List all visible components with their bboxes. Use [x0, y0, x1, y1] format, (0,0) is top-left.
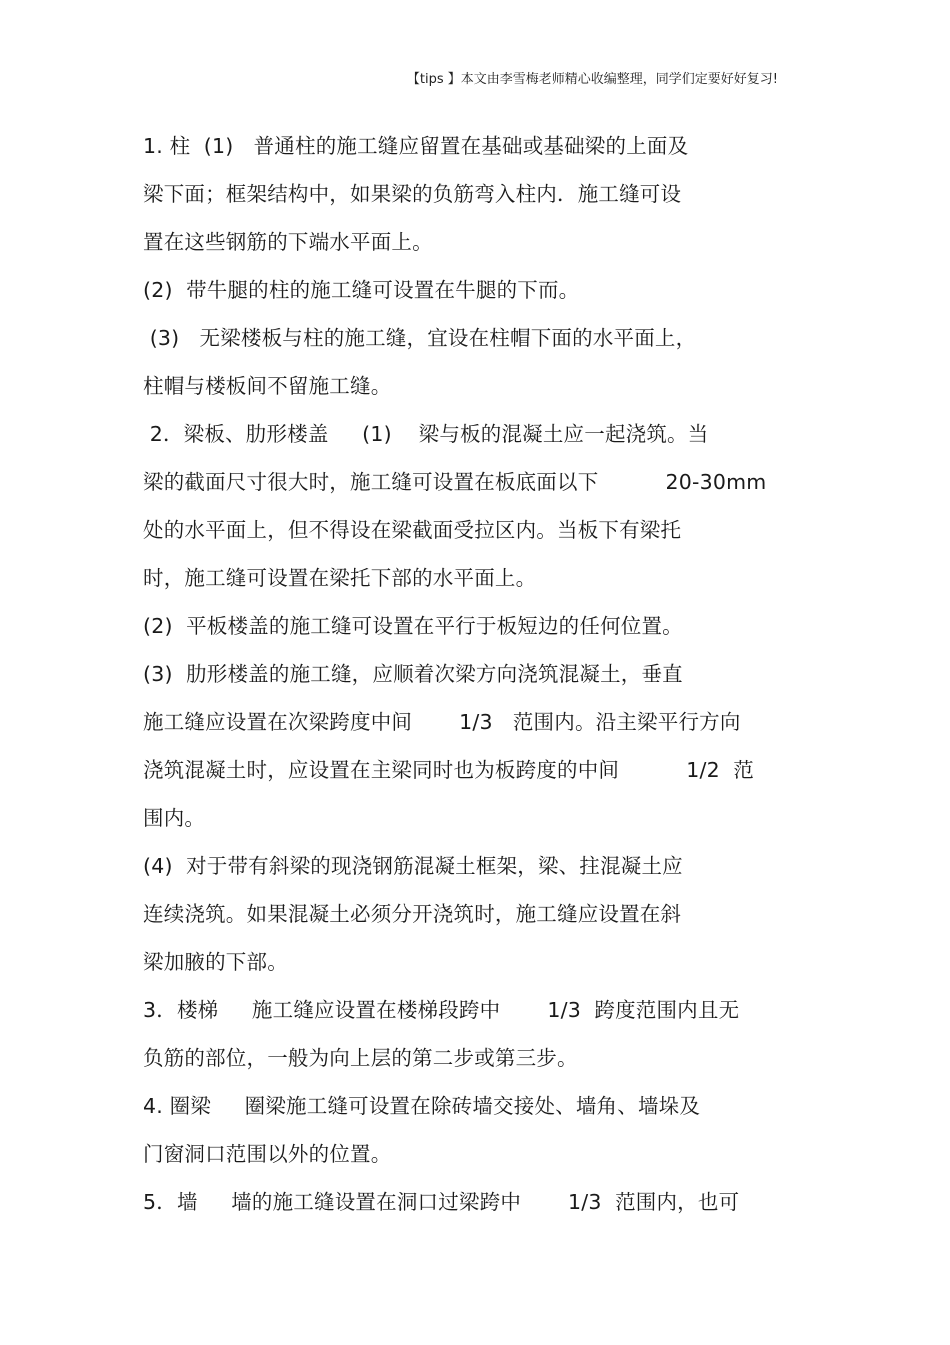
- text-line: 负筋的部位，一般为向上层的第二步或第三步。: [143, 1046, 578, 1070]
- text-line: 柱帽与楼板间不留施工缝。: [143, 374, 392, 398]
- text-line: 处的水平面上，但不得设在梁截面受拉区内。当板下有梁托: [143, 518, 682, 542]
- text-line: (3) 无梁楼板与柱的施工缝，宜设在柱帽下面的水平面上，: [143, 326, 697, 350]
- document-body: [143, 126, 823, 1230]
- text-line: (4) 对于带有斜梁的现浇钢筋混凝土框架，梁、拄混凝土应: [143, 854, 683, 878]
- text-line: 5．墙 墙的施工缝设置在洞口过梁跨中 1/3 范围内，也可: [143, 1190, 740, 1214]
- header-tips: 【tips 】本文由李雪梅老师精心收编整理，同学们定要好好复习!: [406, 72, 778, 87]
- text-line: 梁下面；框架结构中，如果梁的负筋弯入柱内．施工缝可设: [143, 182, 682, 206]
- text-line: 时，施工缝可设置在梁托下部的水平面上。: [143, 566, 537, 590]
- text-line: (2) 平板楼盖的施工缝可设置在平行于板短边的任何位置。: [143, 614, 683, 638]
- text-line: 1. 柱 (1) 普通柱的施工缝应留置在基础或基础梁的上面及: [143, 134, 689, 158]
- text-line: 施工缝应设置在次梁跨度中间 1/3 范围内。沿主梁平行方向: [143, 710, 741, 734]
- text-line: 门窗洞口范围以外的位置。: [143, 1142, 392, 1166]
- text-line: (3) 肋形楼盖的施工缝，应顺着次梁方向浇筑混凝土，垂直: [143, 662, 683, 686]
- text-line: 浇筑混凝土时，应设置在主梁同时也为板跨度的中间 1/2 范: [143, 758, 754, 782]
- text-line: 置在这些钢筋的下端水平面上。: [143, 230, 433, 254]
- text-line: (2) 带牛腿的柱的施工缝可设置在牛腿的下而。: [143, 278, 580, 302]
- text-line: 围内。: [143, 806, 206, 830]
- text-line: 3．楼梯 施工缝应设置在楼梯段跨中 1/3 跨度范围内且无: [143, 998, 740, 1022]
- text-line: 4. 圈梁 圈梁施工缝可设置在除砖墙交接处、墙角、墙垛及: [143, 1094, 701, 1118]
- text-line: 梁的截面尺寸很大时，施工缝可设置在板底面以下 20-30mm: [143, 470, 767, 494]
- text-line: 连续浇筑。如果混凝土必须分开浇筑时，施工缝应设置在斜: [143, 902, 682, 926]
- text-line: 2．梁板、肋形楼盖 (1) 梁与板的混凝土应一起浇筑。当: [143, 422, 709, 446]
- text-line: 梁加腋的下部。: [143, 950, 288, 974]
